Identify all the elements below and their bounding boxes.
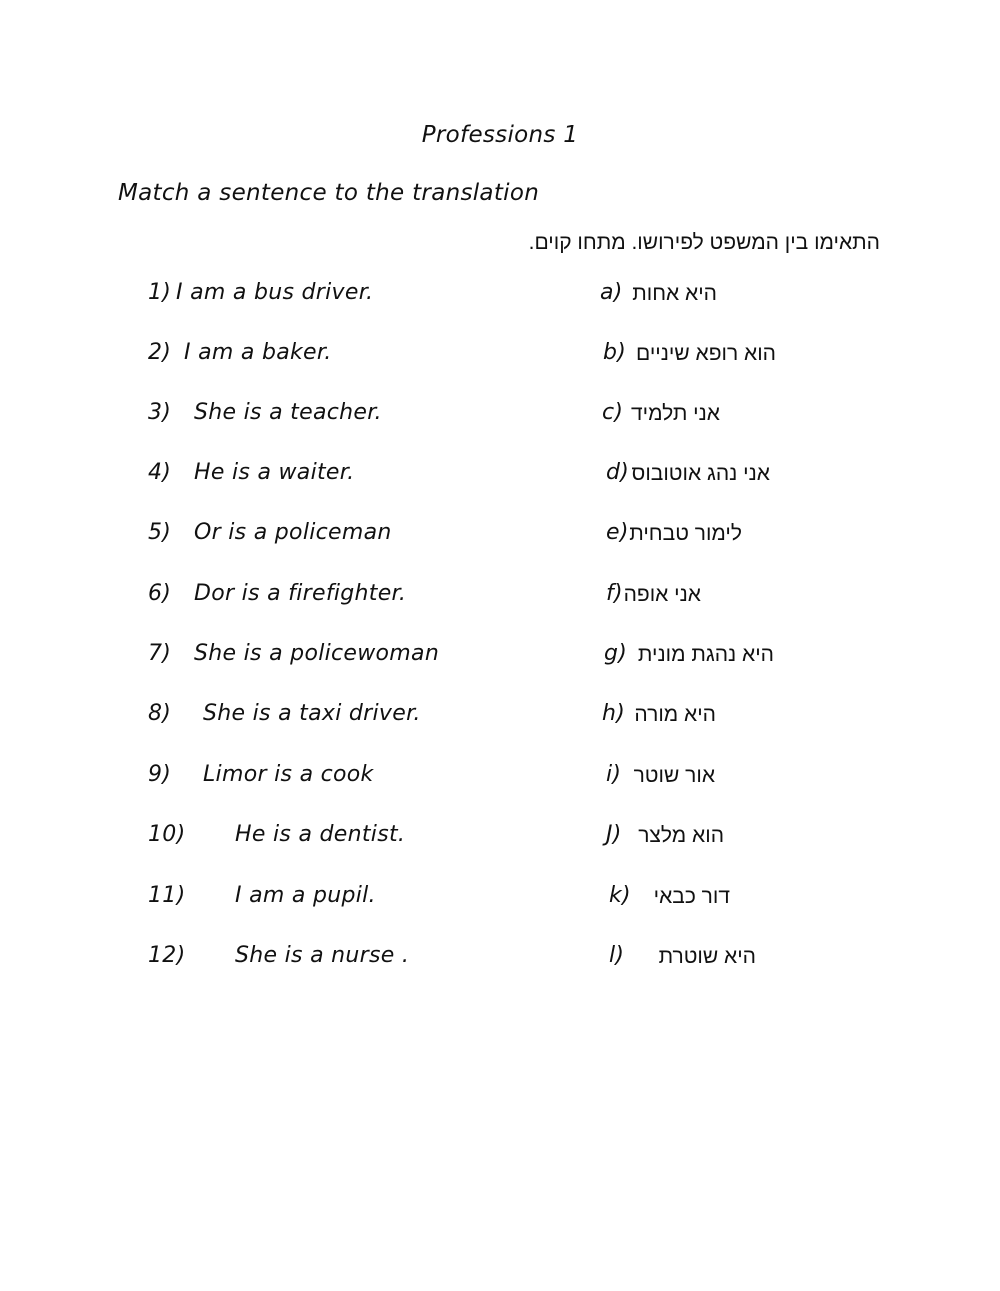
sentence-number: 2) [148,340,172,365]
translation-letter: h) [602,701,626,726]
sentence-number: 1) [148,280,172,305]
match-row [0,883,1000,923]
hebrew-translation: הוא מלצר [638,824,724,847]
english-sentence: He is a dentist. [235,822,406,847]
match-row [0,280,1000,320]
hebrew-translation: אני אופה [623,583,701,606]
hebrew-translation: לימור טבחית [629,522,742,545]
hebrew-translation: היא נהגת מונית [637,643,774,666]
match-row [0,943,1000,983]
translation-letter: l) [609,943,625,968]
english-sentence: He is a waiter. [194,460,355,485]
english-sentence: She is a teacher. [194,400,382,425]
sentence-number: 9) [148,762,172,787]
sentence-number: 3) [148,400,172,425]
match-row [0,340,1000,380]
instruction-english: Match a sentence to the translation [118,180,540,206]
match-row [0,460,1000,500]
translation-letter: b) [603,340,627,365]
hebrew-translation: אני תלמיד [631,402,720,425]
match-row [0,701,1000,741]
sentence-number: 5) [148,520,172,545]
match-row [0,581,1000,621]
sentence-number: 11) [148,883,186,908]
page-title: Professions 1 [421,122,579,148]
sentence-number: 4) [148,460,172,485]
hebrew-translation: אני נהג אוטובוס [631,462,770,485]
match-row [0,400,1000,440]
english-sentence: She is a nurse . [235,943,410,968]
sentence-number: 7) [148,641,172,666]
english-sentence: I am a baker. [184,340,332,365]
hebrew-translation: היא מורה [634,703,716,726]
translation-letter: e) [606,520,629,545]
hebrew-translation: דור כבאי [653,885,730,908]
sentence-number: 10) [148,822,186,847]
hebrew-translation: אור שוטר [633,764,715,787]
english-sentence: Limor is a cook [203,762,374,787]
sentence-number: 6) [148,581,172,606]
translation-letter: i) [606,762,622,787]
sentence-number: 8) [148,701,172,726]
instruction-hebrew: התאימו בין המשפט לפירושו. מתחו קוים. [528,231,880,254]
translation-letter: J) [606,822,622,847]
hebrew-translation: היא שוטרת [658,945,756,968]
match-row [0,641,1000,681]
english-sentence: I am a pupil. [235,883,376,908]
english-sentence: She is a taxi driver. [203,701,421,726]
match-row [0,520,1000,560]
english-sentence: Or is a policeman [194,520,392,545]
translation-letter: g) [604,641,628,666]
match-row [0,822,1000,862]
translation-letter: a) [600,280,623,305]
hebrew-translation: הוא רופא שיניים [636,342,776,365]
hebrew-translation: היא אחות [632,282,717,305]
sentence-number: 12) [148,943,186,968]
translation-letter: d) [606,460,630,485]
translation-letter: c) [602,400,624,425]
translation-letter: k) [609,883,631,908]
english-sentence: Dor is a firefighter. [194,581,407,606]
english-sentence: She is a policewoman [194,641,440,666]
match-row [0,762,1000,802]
english-sentence: I am a bus driver. [176,280,374,305]
translation-letter: f) [606,581,623,606]
